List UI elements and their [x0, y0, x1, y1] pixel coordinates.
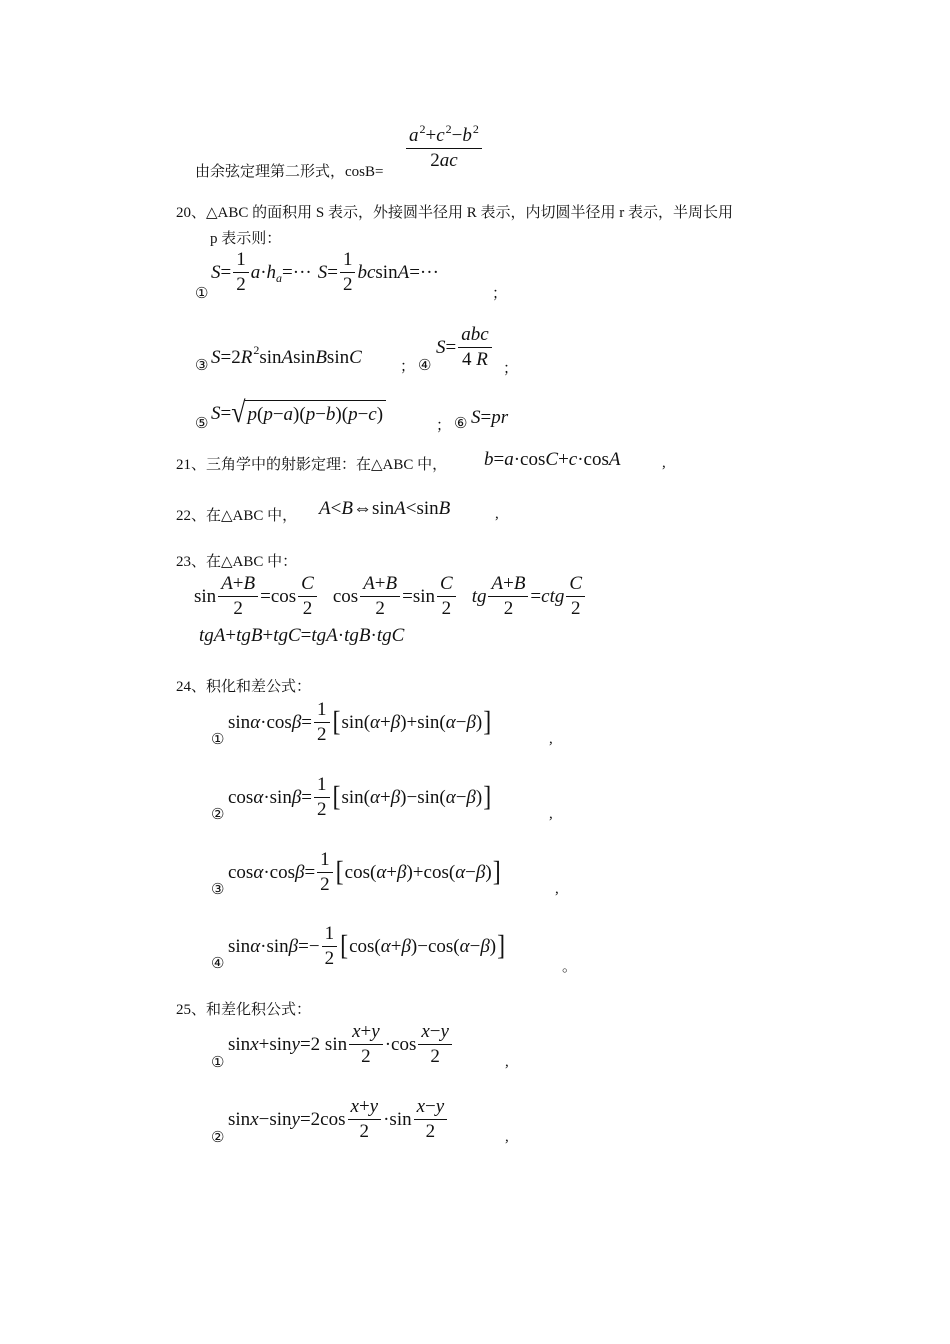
- sine-inequality-formula: A < B ⇔sin A <sin B: [319, 498, 451, 519]
- circled-3: ③: [211, 882, 225, 898]
- item-25-text: 25、和差化积公式：: [176, 1002, 312, 1018]
- period: 。: [562, 959, 578, 975]
- item-24-text: 24、积化和差公式：: [176, 679, 312, 695]
- half-angle-identities: sin $\frac{A+B}{2}$ =cos $\frac{C}{2}$ cos $\frac{A+B}{2}$ =sin $\frac{C}{2}$ tg $\frac{A+B}{2}$ = ctg $\frac{C}{2}$: [194, 574, 587, 619]
- circled-2: ②: [211, 807, 225, 823]
- item-21-text: 21、三角学中的射影定理：在△ABC 中，: [176, 457, 448, 473]
- product-to-sum-4: sin α ·sin β =− $\frac{1}{2}$ [ cos( α + β )−cos( α − β ) ]: [228, 923, 506, 969]
- comma: ,: [495, 506, 499, 522]
- circled-4: ④: [211, 956, 225, 972]
- circled-1: ①: [195, 286, 209, 302]
- item-22-text: 22、在△ABC 中，: [176, 508, 298, 524]
- circled-1: ①: [211, 732, 225, 748]
- product-to-sum-3: cos α ·cos β = $\frac{1}{2}$ [ cos( α + β )+cos( α − β ) ]: [228, 849, 501, 895]
- circled-1: ①: [211, 1055, 225, 1071]
- area-formula-4: S = $\frac{\text{abc}}{4 R}$: [436, 325, 494, 370]
- area-formula-6: S = pr: [471, 407, 509, 428]
- comma: ,: [549, 806, 553, 822]
- sum-to-product-2: sin x −sin y =2cos $\frac{x+y}{2}$ ·sin $\frac{x-y}{2}$: [228, 1097, 449, 1142]
- semicolon: ；: [492, 286, 508, 302]
- circled-2: ②: [211, 1130, 225, 1146]
- projection-theorem-formula: b = a ·cos C + c ·cos A: [484, 449, 621, 470]
- product-to-sum-2: cos α ·sin β = $\frac{1}{2}$ [ sin( α + β )−sin( α − β ) ]: [228, 774, 492, 820]
- item-20-text-cont: p 表示则：: [210, 231, 282, 247]
- comma: ,: [505, 1054, 509, 1070]
- item-23-text: 23、在△ABC 中：: [176, 554, 298, 570]
- circled-4: ④: [418, 358, 432, 374]
- comma: ,: [555, 881, 559, 897]
- area-formula-1: S = $\frac{1}{2}$ a · h a =··· S = $\frac{1}{2}$ bc sin A =···: [211, 249, 439, 295]
- sum-to-product-1: sin x +sin y =2 sin $\frac{x+y}{2}$ ·cos $\frac{x-y}{2}$: [228, 1022, 454, 1067]
- semicolon: ；: [436, 418, 452, 434]
- cosb-intro-text: 由余弦定理第二形式，cosB=: [195, 164, 384, 180]
- comma: ,: [549, 731, 553, 747]
- semicolon: ；: [503, 361, 519, 377]
- tangent-identity: tgA + tgB + tgC = tgA · tgB · tgC: [199, 625, 405, 646]
- circled-5: ⑤: [195, 416, 209, 432]
- area-formula-5: S = √ p ( p − a )( p − b )( p − c ): [211, 400, 386, 426]
- comma: ,: [662, 455, 666, 471]
- circled-6: ⑥: [454, 416, 468, 432]
- semicolon: ；: [400, 359, 416, 375]
- comma: ,: [505, 1129, 509, 1145]
- cosb-formula: $\frac{a^2+c^2-b^2}{2ac}$: [404, 126, 484, 171]
- area-formula-3: S =2 R 2 sin A sin B sin C: [211, 342, 362, 368]
- product-to-sum-1: sin α ·cos β = $\frac{1}{2}$ [ sin( α + β )+sin( α − β ) ]: [228, 699, 492, 745]
- item-20-text: 20、△ABC 的面积用 S 表示，外接圆半径用 R 表示，内切圆半径用 r 表示，半周长用: [176, 205, 733, 221]
- circled-3: ③: [195, 358, 209, 374]
